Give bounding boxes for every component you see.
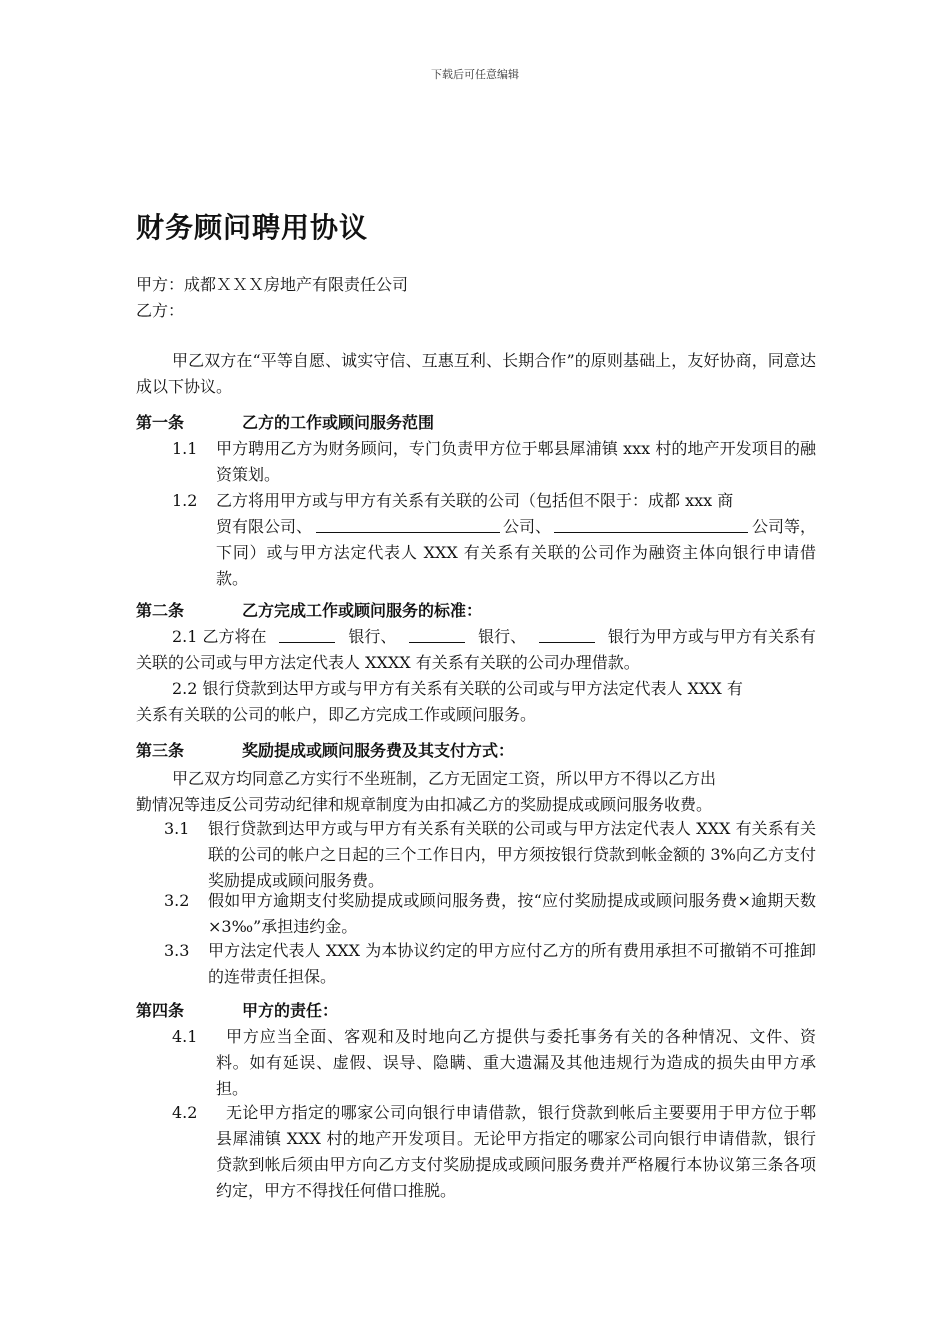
clause-text-line: 乙方将用甲方或与甲方有关系有关联的公司（包括但不限于：成都 xxx 商 bbox=[216, 491, 734, 510]
clause-2-1-continuation: 关联的公司或与甲方法定代表人 XXXX 有关系有关联的公司办理借款。 bbox=[136, 653, 640, 672]
section-1-number: 第一条 bbox=[136, 413, 185, 432]
fill-in-blank[interactable] bbox=[539, 624, 595, 643]
section-3-intro-line: 甲乙双方均同意乙方实行不坐班制，乙方无固定工资，所以甲方不得以乙方出 bbox=[172, 769, 717, 788]
section-2-title: 乙方完成工作或顾问服务的标准： bbox=[242, 601, 483, 620]
section-1-heading bbox=[136, 410, 434, 436]
section-4-number: 第四条 bbox=[136, 1001, 185, 1020]
section-3-heading bbox=[136, 738, 514, 764]
fill-in-blank[interactable] bbox=[316, 514, 500, 533]
clause-text-fragment: 银行、 bbox=[478, 627, 527, 646]
clause-number: 3.3 bbox=[164, 941, 190, 960]
clause-text: 甲方聘用乙方为财务顾问，专门负责甲方位于郫县犀浦镇 xxx 村的地产开发项目的融资策划。 bbox=[216, 439, 816, 484]
clause-text-line bbox=[216, 514, 816, 540]
intro-paragraph: 甲乙双方在“平等自愿、诚实守信、互惠互利、长期合作”的原则基础上，友好协商，同意达成以下协议。 bbox=[136, 351, 816, 396]
party-b: 乙方： bbox=[136, 301, 185, 320]
section-2-heading bbox=[136, 598, 482, 624]
document-title: 财务顾问聘用协议 bbox=[136, 211, 369, 244]
clause-2-2-continuation: 关系有关联的公司的帐户，即乙方完成工作或顾问服务。 bbox=[136, 705, 537, 724]
clause-1-2 bbox=[172, 488, 816, 592]
clause-text: 假如甲方逾期支付奖励提成或顾问服务费，按“应付奖励提成或顾问服务费×逾期天数×3‰”承担违约金。 bbox=[208, 891, 816, 936]
clause-number: 3.2 bbox=[164, 891, 190, 910]
clause-number: 1.2 bbox=[172, 491, 198, 510]
section-1-title: 乙方的工作或顾问服务范围 bbox=[242, 413, 435, 432]
clause-text: 甲方应当全面、客观和及时地向乙方提供与委托事务有关的各种情况、文件、资料。如有延误、虚假、误导、隐瞒、重大遗漏及其他违规行为造成的损失由甲方承担。 bbox=[216, 1027, 816, 1098]
clause-number: 1.1 bbox=[172, 439, 198, 458]
clause-text: 无论甲方指定的哪家公司向银行申请借款，银行贷款到帐后主要要用于甲方位于郫县犀浦镇 XXX 村的地产开发项目。无论甲方指定的哪家公司向银行申请借款，银行贷款到帐后须由甲方向乙方支付奖励提成或顾问服务费并严格履行本协议第三条各项约定，甲方不得找任何借口推脱。 bbox=[216, 1103, 816, 1200]
section-2-number: 第二条 bbox=[136, 601, 185, 620]
fill-in-blank[interactable] bbox=[279, 624, 335, 643]
clause-number: 4.1 bbox=[172, 1027, 198, 1046]
clause-text: 甲方法定代表人 XXX 为本协议约定的甲方应付乙方的所有费用承担不可撤销不可推卸的连带责任担保。 bbox=[208, 941, 816, 986]
fill-in-blank[interactable] bbox=[554, 514, 748, 533]
clause-text: 银行贷款到达甲方或与甲方有关系有关联的公司或与甲方法定代表人 XXX 有关系有关联的公司的帐户之日起的三个工作日内，甲方须按银行贷款到帐金额的 3%向乙方支付奖励提成或顾问服务费。 bbox=[208, 819, 816, 890]
fill-in-blank[interactable] bbox=[409, 624, 465, 643]
clause-number: 4.2 bbox=[172, 1103, 198, 1122]
section-3-intro-continuation: 勤情况等违反公司劳动纪律和规章制度为由扣减乙方的奖励提成或顾问服务收费。 bbox=[136, 795, 713, 814]
section-4-title: 甲方的责任： bbox=[242, 1001, 339, 1020]
section-4-heading bbox=[136, 998, 338, 1024]
clause-text-fragment: 2.1 乙方将在 bbox=[172, 627, 267, 646]
clause-text-fragment: 公司、 bbox=[502, 517, 551, 536]
clause-text-fragment: 银行、 bbox=[348, 627, 397, 646]
section-3-number: 第三条 bbox=[136, 741, 185, 760]
party-a: 甲方：成都ＸＸＸ房地产有限责任公司 bbox=[136, 275, 409, 294]
page-header: 下载后可任意编辑 bbox=[431, 68, 519, 81]
clause-2-2-line: 2.2 银行贷款到达甲方或与甲方有关系有关联的公司或与甲方法定代表人 XXX 有 bbox=[172, 679, 743, 698]
clause-text-fragment: 公司等， bbox=[751, 517, 816, 536]
section-3-title: 奖励提成或顾问服务费及其支付方式： bbox=[242, 741, 515, 760]
clause-text-line: 下同）或与甲方法定代表人 XXX 有关系有关联的公司作为融资主体向银行申请借款。 bbox=[216, 543, 816, 588]
clause-text-fragment: 银行为甲方或与甲方有关系有 bbox=[607, 627, 816, 646]
clause-2-1-line bbox=[172, 624, 816, 650]
clause-number: 3.1 bbox=[164, 819, 190, 838]
clause-text-fragment: 贸有限公司、 bbox=[216, 517, 313, 536]
